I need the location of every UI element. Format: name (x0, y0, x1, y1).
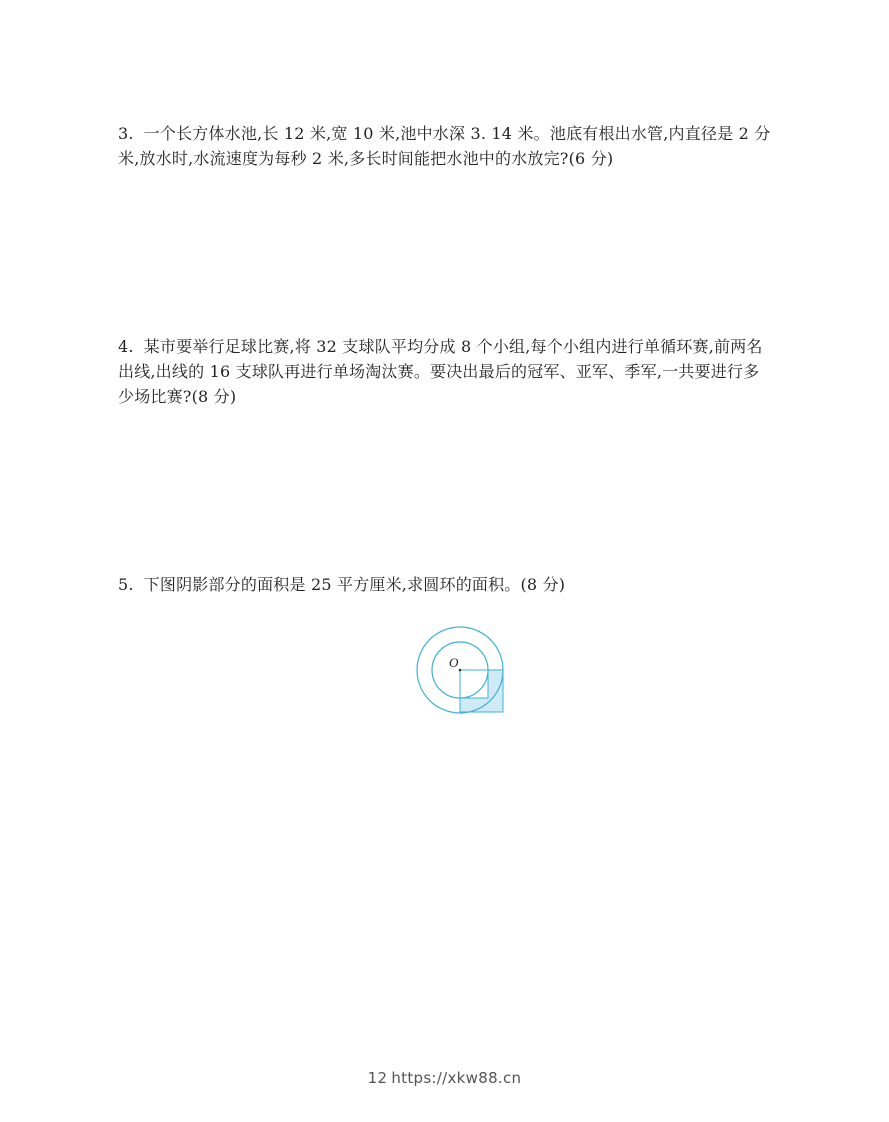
question-number: 5. (118, 575, 134, 594)
page-footer (0, 1069, 889, 1087)
page-number: 12 (367, 1069, 388, 1087)
question-4 (118, 334, 774, 409)
center-label: O (449, 655, 459, 670)
question-number: 4. (118, 337, 134, 356)
question-3 (118, 121, 774, 171)
annulus-diagram (412, 622, 512, 722)
question-number: 3. (118, 124, 134, 143)
question-text: 下图阴影部分的面积是 25 平方厘米,求圆环的面积。(8 分) (143, 575, 566, 594)
annulus-figure (412, 622, 512, 722)
question-text: 一个长方体水池,长 12 米,宽 10 米,池中水深 3. 14 米。池底有根出水管,内直径是 2 分米,放水时,水流速度为每秒 2 米,多长时间能把水池中的水放完?(6 分) (118, 124, 771, 168)
footer-url: https://xkw88.cn (391, 1069, 522, 1087)
question-text: 某市要举行足球比赛,将 32 支球队平均分成 8 个小组,每个小组内进行单循环赛,前两名出线,出线的 16 支球队再进行单场淘汰赛。要决出最后的冠军、亚军、季军,一共要进行多少场比赛?(8 分) (118, 337, 763, 406)
question-5 (118, 572, 774, 597)
center-point (459, 669, 462, 672)
